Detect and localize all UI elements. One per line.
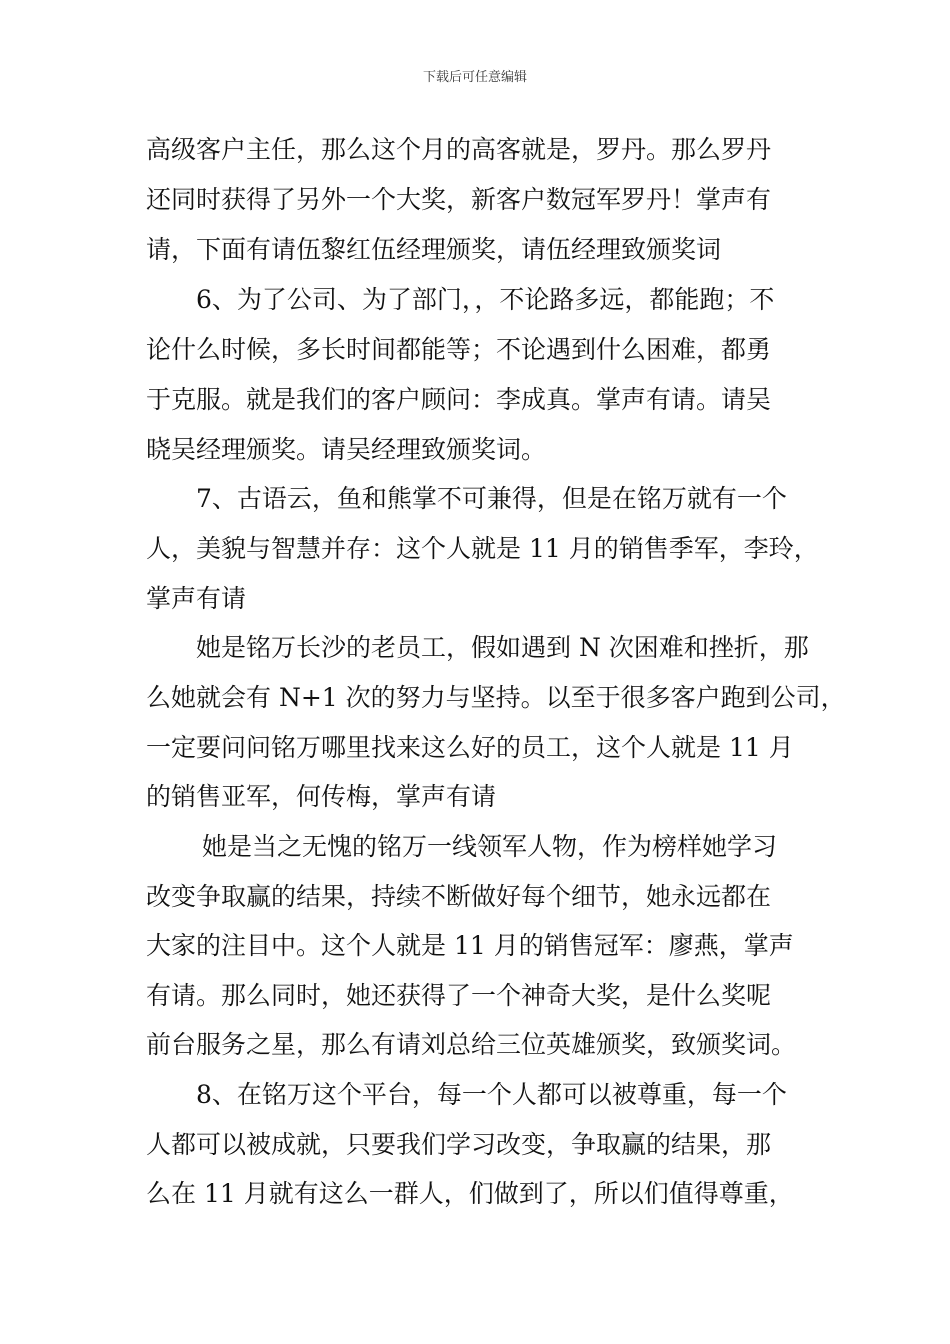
text-line: 大家的注目中。这个人就是 11 月的销售冠军：廖燕，掌声 xyxy=(146,931,794,960)
text-line: 她是当之无愧的铭万一线领军人物，作为榜样她学习 xyxy=(202,832,778,861)
text-line: 人，美貌与智慧并存：这个人就是 11 月的销售季军，李玲， xyxy=(146,534,819,563)
text-line: 掌声有请 xyxy=(146,584,247,613)
text-line: 8、在铭万这个平台，每一个人都可以被尊重，每一个 xyxy=(196,1080,787,1109)
text-line: 请，下面有请伍黎红伍经理颁奖，请伍经理致颁奖词 xyxy=(146,235,722,264)
text-line: 前台服务之星，那么有请刘总给三位英雄颁奖，致颁奖词。 xyxy=(146,1030,797,1059)
text-line: 还同时获得了另外一个大奖，新客户数冠军罗丹！掌声有 xyxy=(146,185,772,214)
text-line: 人都可以被成就，只要我们学习改变，争取赢的结果，那 xyxy=(146,1130,772,1159)
text-line: 一定要问问铭万哪里找来这么好的员工，这个人就是 11 月 xyxy=(146,733,794,762)
text-line: 么她就会有 N+1 次的努力与坚持。以至于很多客户跑到公司， xyxy=(146,683,846,712)
text-line: 论什么时候，多长时间都能等；不论遇到什么困难，都勇 xyxy=(146,335,772,364)
page-header: 下载后可任意编辑 xyxy=(422,70,527,85)
text-line: 的销售亚军，何传梅，掌声有请 xyxy=(146,782,497,811)
text-line: 么在 11 月就有这么一群人，们做到了，所以们值得尊重， xyxy=(146,1179,794,1208)
text-line: 7、古语云，鱼和熊掌不可兼得，但是在铭万就有一个 xyxy=(196,484,787,513)
text-line: 6、为了公司、为了部门，，不论路多远，都能跑；不 xyxy=(196,285,775,314)
text-line: 高级客户主任，那么这个月的高客就是，罗丹。那么罗丹 xyxy=(146,135,772,164)
text-line: 她是铭万长沙的老员工，假如遇到 N 次困难和挫折，那 xyxy=(196,633,809,662)
text-line: 于克服。就是我们的客户顾问：李成真。掌声有请。请吴 xyxy=(146,385,772,414)
text-line: 晓吴经理颁奖。请吴经理致颁奖词。 xyxy=(146,435,547,464)
text-line: 有请。那么同时，她还获得了一个神奇大奖，是什么奖呢 xyxy=(146,981,772,1010)
text-line: 改变争取赢的结果，持续不断做好每个细节，她永远都在 xyxy=(146,882,772,911)
